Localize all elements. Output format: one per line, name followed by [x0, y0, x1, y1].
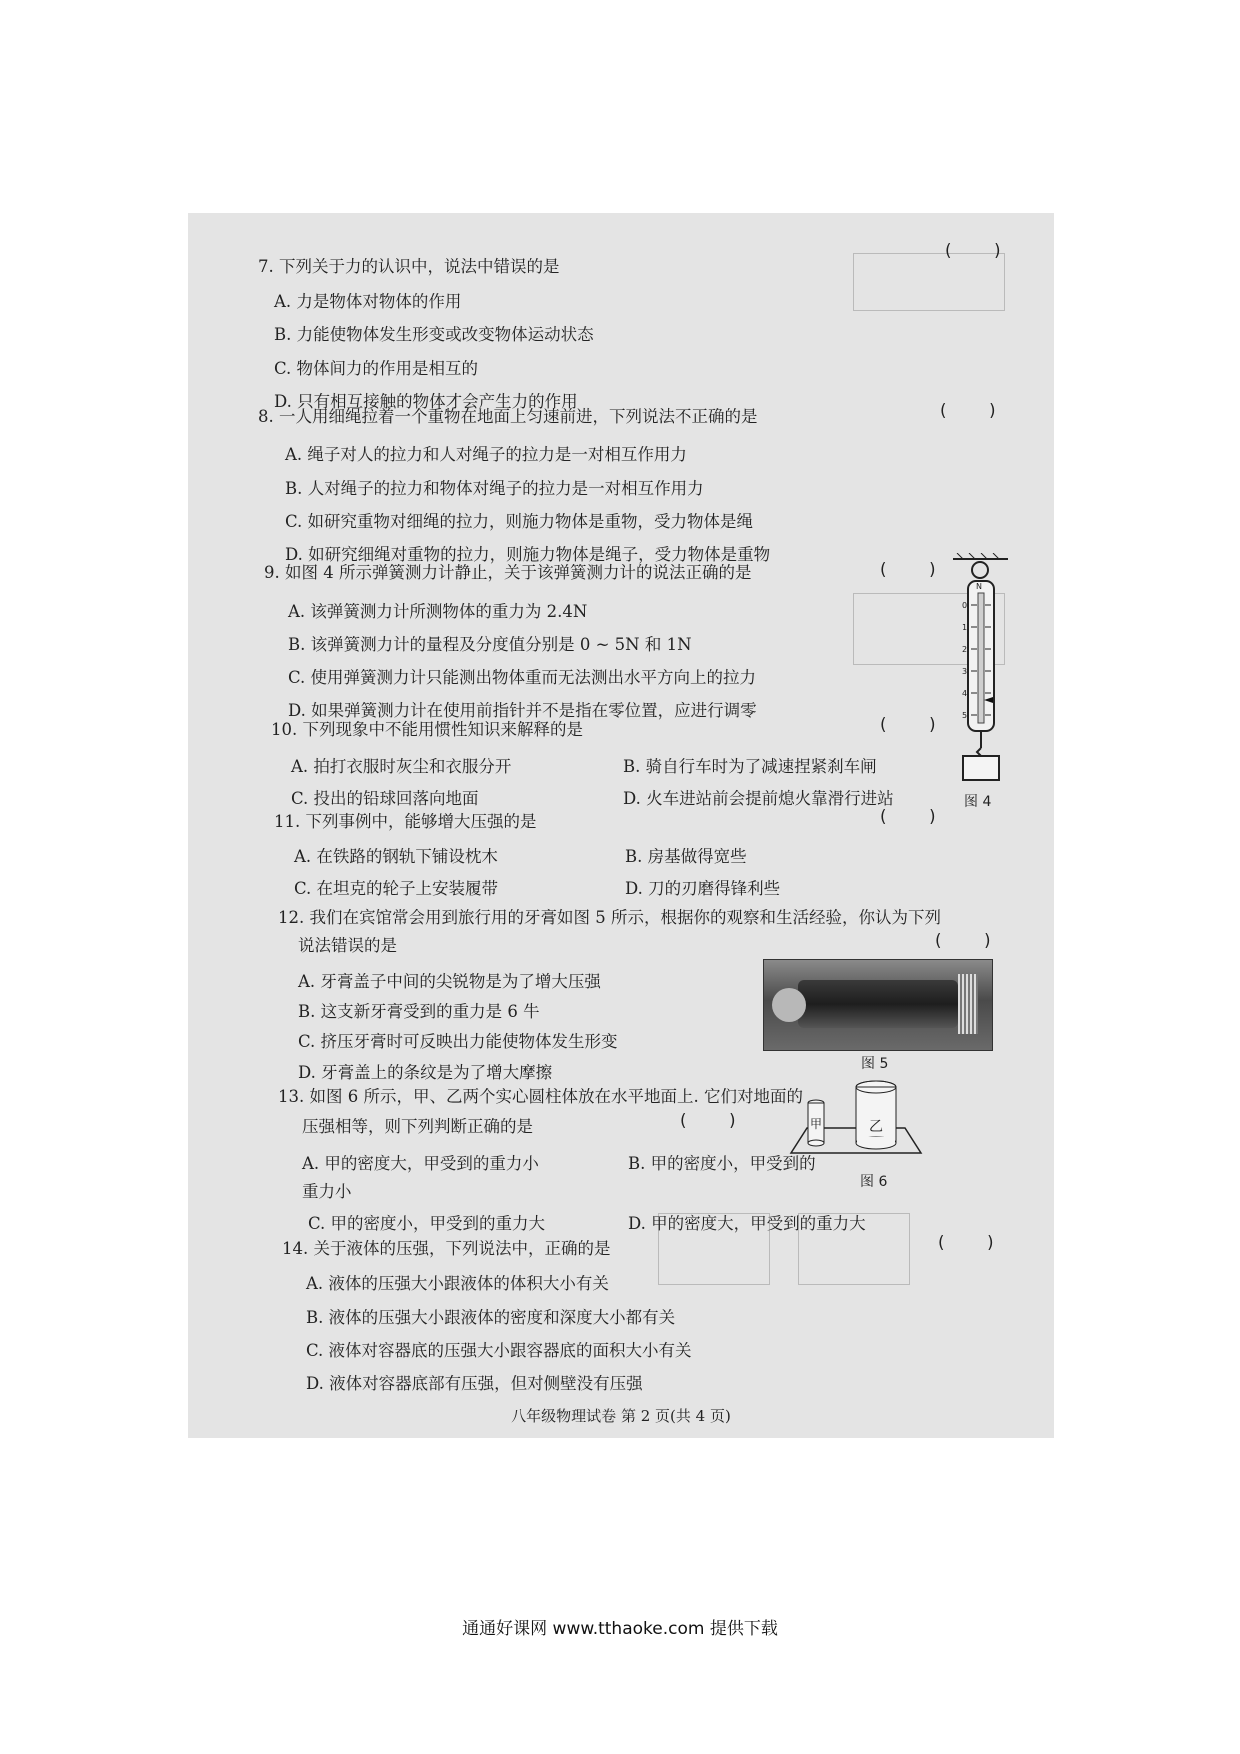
question-9-stem: 9. 如图 4 所示弹簧测力计静止，关于该弹簧测力计的说法正确的是 [264, 563, 752, 582]
answer-blank-11[interactable]: ( ) [878, 807, 938, 826]
question-9-option-d: D. 如果弹簧测力计在使用前指针并不是指在零位置，应进行调零 [288, 701, 757, 720]
question-14-option-a: A. 液体的压强大小跟液体的体积大小有关 [306, 1274, 609, 1293]
question-9-option-c: C. 使用弹簧测力计只能测出物体重而无法测出水平方向上的拉力 [288, 668, 757, 687]
question-9-option-a: A. 该弹簧测力计所测物体的重力为 2.4N [288, 602, 588, 621]
answer-blank-10[interactable]: ( ) [878, 715, 938, 734]
question-12-option-a: A. 牙膏盖子中间的尖锐物是为了增大压强 [298, 972, 601, 991]
toothpaste-cap [772, 988, 806, 1022]
answer-blank-9[interactable]: ( ) [878, 560, 938, 579]
spring-scale-figure [943, 553, 1038, 783]
question-13-stem: 13. 如图 6 所示，甲、乙两个实心圆柱体放在水平地面上. 它们对地面的 [278, 1087, 803, 1106]
question-7-option-a: A. 力是物体对物体的作用 [274, 292, 462, 311]
question-9-option-b: B. 该弹簧测力计的量程及分度值分别是 0 ~ 5N 和 1N [288, 635, 692, 654]
question-10-stem: 10. 下列现象中不能用惯性知识来解释的是 [271, 720, 583, 739]
answer-blank-12[interactable]: ( ) [933, 931, 993, 950]
question-13-option-a: A. 甲的密度大，甲受到的重力小 [302, 1154, 539, 1173]
question-13-option-d: D. 甲的密度大，甲受到的重力大 [628, 1214, 866, 1233]
answer-blank-13[interactable]: ( ) [678, 1111, 738, 1130]
svg-text:0: 0 [962, 601, 968, 610]
cylinder-jia-label: 甲 [810, 1117, 823, 1131]
question-11-option-d: D. 刀的刃磨得锋利些 [625, 879, 781, 898]
svg-text:4: 4 [962, 689, 968, 698]
question-12-option-c: C. 挤压牙膏时可反映出力能使物体发生形变 [298, 1032, 618, 1051]
question-10-option-c: C. 投出的铅球回落向地面 [291, 789, 479, 808]
answer-blank-8[interactable]: ( ) [938, 401, 998, 420]
question-7-option-c: C. 物体间力的作用是相互的 [274, 359, 479, 378]
question-8-option-a: A. 绳子对人的拉力和人对绳子的拉力是一对相互作用力 [285, 445, 687, 464]
answer-blank-14[interactable]: ( ) [936, 1233, 996, 1252]
figure-4-label: 图 4 [964, 794, 992, 810]
question-11-stem: 11. 下列事例中，能够增大压强的是 [274, 812, 537, 831]
question-8-option-d: D. 如研究细绳对重物的拉力，则施力物体是绳子，受力物体是重物 [285, 545, 771, 564]
bleed-through-box [853, 253, 1005, 311]
toothpaste-cap-grooves [958, 974, 978, 1034]
svg-text:1: 1 [962, 623, 968, 632]
toothpaste-tube [798, 980, 958, 1028]
page-footer: 八年级物理试卷 第 2 页(共 4 页) [511, 1407, 731, 1425]
question-10-option-a: A. 拍打衣服时灰尘和衣服分开 [291, 757, 512, 776]
question-12-option-b: B. 这支新牙膏受到的重力是 6 牛 [298, 1002, 540, 1021]
svg-text:3: 3 [962, 667, 968, 676]
toothpaste-photo [763, 959, 993, 1051]
question-13-option-a-cont: 重力小 [302, 1182, 352, 1201]
question-7-option-d: D. 只有相互接触的物体才会产生力的作用 [274, 392, 578, 411]
question-14-stem: 14. 关于液体的压强，下列说法中，正确的是 [282, 1239, 611, 1258]
question-13-option-b: B. 甲的密度小，甲受到的 [628, 1154, 816, 1173]
question-14-option-c: C. 液体对容器底的压强大小跟容器底的面积大小有关 [306, 1341, 692, 1360]
question-8-option-c: C. 如研究重物对细绳的拉力，则施力物体是重物，受力物体是绳 [285, 512, 754, 531]
question-10-option-d: D. 火车进站前会提前熄火靠滑行进站 [623, 789, 894, 808]
svg-text:5: 5 [962, 711, 968, 720]
exam-page [188, 213, 1054, 1438]
cylinders-figure [773, 1073, 938, 1168]
question-12-stem: 12. 我们在宾馆常会用到旅行用的牙膏如图 5 所示，根据你的观察和生活经验，你认为下列 [278, 908, 941, 927]
question-7-stem: 7. 下列关于力的认识中，说法中错误的是 [258, 257, 560, 276]
figure-5-label: 图 5 [861, 1056, 889, 1072]
question-14-option-b: B. 液体的压强大小跟液体的密度和深度大小都有关 [306, 1308, 676, 1327]
question-12-stem-cont: 说法错误的是 [298, 936, 397, 955]
question-8-option-b: B. 人对绳子的拉力和物体对绳子的拉力是一对相互作用力 [285, 479, 704, 498]
question-11-option-b: B. 房基做得宽些 [625, 847, 747, 866]
question-10-option-b: B. 骑自行车时为了减速捏紧刹车闸 [623, 757, 877, 776]
figure-6-label: 图 6 [860, 1174, 888, 1190]
svg-text:2: 2 [962, 645, 968, 654]
answer-blank-7[interactable]: ( ) [943, 241, 1003, 260]
question-11-option-c: C. 在坦克的轮子上安装履带 [294, 879, 499, 898]
question-11-option-a: A. 在铁路的钢轨下铺设枕木 [294, 847, 498, 866]
question-13-option-c: C. 甲的密度小，甲受到的重力大 [308, 1214, 546, 1233]
question-12-option-d: D. 牙膏盖上的条纹是为了增大摩擦 [298, 1063, 553, 1082]
download-note: 通通好课网 www.tthaoke.com 提供下载 [462, 1619, 778, 1639]
question-14-option-d: D. 液体对容器底部有压强，但对侧壁没有压强 [306, 1374, 643, 1393]
question-13-stem-cont: 压强相等，则下列判断正确的是 [302, 1117, 533, 1136]
question-8-stem: 8. 一人用细绳拉着一个重物在地面上匀速前进，下列说法不正确的是 [258, 407, 758, 426]
cylinder-yi-label: 乙 [869, 1119, 883, 1135]
question-7-option-b: B. 力能使物体发生形变或改变物体运动状态 [274, 325, 594, 344]
svg-text:N: N [976, 582, 982, 591]
